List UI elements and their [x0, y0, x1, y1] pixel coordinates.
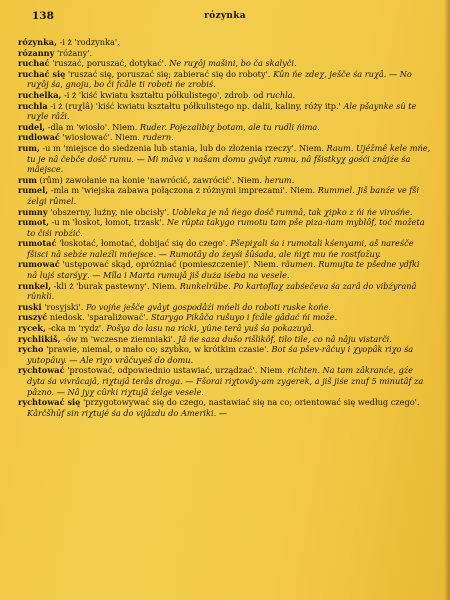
dictionary-entry — [18, 238, 432, 259]
entry-example: Po vojńe ješče gvâyt gospodâźi mńeli do roboti ruske końe. — [85, 301, 332, 312]
entry-definition: 'ruszać się, poruszać się; zabierać się do roboty'. — [65, 68, 274, 79]
dictionary-entry — [18, 281, 432, 302]
entry-headword: rumny — [18, 206, 48, 217]
page-number: 138 — [32, 10, 54, 22]
entry-definition: 'rosyjski'. — [41, 301, 86, 312]
dictionary-entry — [18, 132, 432, 143]
entry-headword: rudel, — [18, 121, 46, 132]
dictionary-entry — [18, 37, 432, 48]
entry-example: Ne rûpta takygo rumotu tam pše piza-ńam myblôf, toć možeta to čiśi robźić. — [27, 217, 425, 238]
entry-headword: runkel, — [18, 280, 52, 291]
entry-example: Rummel. Jiš banźe ve fši źelgi rûmel. — [27, 185, 420, 206]
entry-example: Uobleka je nâ ńego dośč rumnâ, tak χipko z ńi ńe virośńe. — [171, 206, 413, 217]
entry-headword: ruchla — [18, 100, 48, 111]
entry-definition: -i ż 'rodzynka'. — [56, 37, 120, 47]
entry-headword: rychtować — [18, 365, 65, 376]
page-header — [18, 10, 432, 26]
entry-definition: 'wiosłować'. Niem. — [59, 132, 143, 143]
entry-example: Ale pšaynke sû te ruχle râži. — [27, 100, 417, 122]
entry-headword: ruchelka, — [18, 89, 62, 100]
entry-example: Starygo Pikâča rušuyo i fcâle gâdać ńi može. — [150, 312, 338, 323]
entry-example: rudern. — [142, 132, 174, 143]
entry-definition: niedosk. 'sparaliżować'. — [47, 312, 151, 323]
dictionary-entry — [18, 334, 432, 345]
entry-headword: rudlować — [18, 132, 60, 143]
dictionary-entry — [18, 207, 432, 218]
entry-definition: -mla m 'wiejska zabawa połączona z różnymi imprezami'. Niem. — [48, 185, 318, 196]
entry-headword: ruski — [18, 301, 42, 312]
entry-headword: rumot, — [18, 217, 50, 228]
entry-definition: 'przygotowywać się do czego, nastawiać się na co; orientować się według czego'. — [80, 397, 420, 408]
entry-example: Pšepiχali śa i rumotali kśenyami, aš nareśče fšisci nâ sebźe naleźli mńejsce. — Rumotây do źeyśi šûśada, ale ńiχt mu ńe rostfožuy. — [27, 238, 414, 259]
entry-definition: 'prostować, odpowiednio ustawiać, urządzać'. Niem. — [64, 365, 288, 376]
dictionary-entry — [18, 58, 432, 69]
dictionary-entry — [18, 122, 432, 133]
dictionary-entry — [18, 69, 432, 90]
entry-headword: rózynka, — [18, 37, 57, 47]
entry-definition: -kli ż 'burak pastewny'. Niem. — [51, 280, 180, 291]
page-edge-shadow — [444, 0, 450, 600]
entry-example: Jâ ńe saza dušo rišlikôf, tilo tile, co nâ nâju vistarči. — [178, 333, 392, 344]
entry-headword: rycek, — [18, 323, 46, 334]
entry-example: Kûn ńe zdeχ, ješče śa ruχâ. — No ruχôj śa, gnoju, bo či fcâle ti roboti ńe zrobiś. — [27, 68, 412, 90]
entry-example: ruchla. — [266, 89, 296, 100]
entry-example: räumen. Rumujta te pšedne ydfki nâ lujś starśyχ. — Mîla i Marta rumujâ jiš duża iśeba na vesele. — [27, 259, 420, 281]
dictionary-entry — [18, 397, 432, 418]
entry-definition: (rûm) zawołanie na konie 'nawrócić, zawrócić'. Niem. — [36, 174, 265, 185]
entry-definition: 'ustępować skąd, opróżniać (pomieszczenie)'. Niem. — [59, 259, 282, 270]
entry-headword: ruchać się — [18, 68, 66, 79]
entry-headword: rychlikiš, — [18, 333, 61, 344]
entry-example: Raum. Ujéžmê kele mńe, tu je nâ čebče dośč rumu. — Mi mâva v našam domu gvâyt rumu, nâ fšistkyχ gośći znâjźe śa mâejsce. — [27, 142, 431, 175]
entry-headword: rum, — [18, 142, 40, 153]
entry-definition: -u m 'miejsce do siedzenia lub stania, lub do złożenia rzeczy'. Niem. — [39, 142, 327, 153]
entry-headword: rumotać — [18, 238, 57, 249]
dictionary-entry — [18, 365, 432, 397]
entry-definition: 'obszerny, luźny, nie obcisły'. — [47, 206, 172, 217]
entry-headword: rychtować się — [18, 397, 81, 408]
dictionary-entry — [18, 185, 432, 206]
dictionary-entry — [18, 312, 432, 323]
running-head: rózynka — [204, 11, 246, 21]
entry-example: Bot śa pšev-râćuy i χyopâk riχo śa yutopâuy. — Ale riχo vrâćuyeš do domu. — [27, 344, 414, 365]
entry-headword: rumować — [18, 259, 60, 270]
entry-definition: 'ruszać, poruszać, dotykać'. — [49, 58, 170, 69]
dictionary-entry — [18, 143, 432, 175]
entry-headword: rycho — [18, 344, 44, 355]
entry-headword: rózanny — [18, 47, 55, 58]
entry-example: Ne ruχôj mašini, bo ča skalyči. — [169, 58, 297, 69]
dictionary-entry — [18, 48, 432, 59]
dictionary-entry — [18, 90, 432, 101]
dictionary-entry — [18, 101, 432, 122]
dictionary-entry — [18, 302, 432, 313]
dictionary-entry — [18, 323, 432, 334]
entry-definition: -dla m 'wiosło'. Niem. — [45, 121, 140, 132]
entry-definition: -cka m 'rydz'. — [45, 323, 107, 334]
entry-definition: -u m 'łoskot, łomot, trzask'. — [49, 217, 167, 228]
dictionary-entries — [18, 37, 432, 418]
entry-headword: ruszyć — [18, 312, 48, 323]
entry-headword: ruchać — [18, 58, 50, 69]
dictionary-entry — [18, 217, 432, 238]
dictionary-entry — [18, 259, 432, 280]
entry-example: Ruder. Pojezalibiχ botam, ale tu rudli ńima. — [139, 121, 320, 132]
entry-definition: -i ż (ruχlâ) 'kiść kwiatu kształtu półkulistego np. dalii, kaliny, róży itp.' — [47, 100, 344, 111]
entry-definition: -ów m 'wczesne ziemniaki'. — [60, 333, 179, 344]
entry-headword: rum — [18, 174, 37, 185]
entry-definition: 'prawie, niemal, o mało co; szybko, w krótkim czasie'. — [43, 344, 272, 355]
entry-definition: -i ż 'kiść kwiatu kształtu półkulistego', zdrob. od — [61, 89, 267, 100]
dictionary-entry — [18, 175, 432, 186]
entry-example: Pošya do lasu na ricki, yûne terâ yuš śa pokazuyâ. — [106, 323, 315, 334]
entry-example: herum. — [264, 174, 295, 185]
entry-example: Runkelrübe. Po kartoflaχ zabśečeva śa zarâ do vibźyranâ rûnkli. — [27, 280, 417, 302]
entry-example: richten. Na tam zâkranće, gźe dyta śa vivrâcajâ, riχtujâ terâs droga. — Fšorai riχtovây-am zygerek, a jiš jiśe znuf 5 minutâf za pâzno. — Nâ jyχ cûrki riχtujâ źelge vesele. — [27, 365, 424, 397]
entry-definition: 'łoskotać, łomotać, dobijać się do czego'. — [56, 238, 231, 249]
entry-example: Kârčšhûf sin riχtujé śa do vijâzdu do Ameriki. — — [27, 407, 227, 418]
entry-definition: 'różany'. — [54, 47, 93, 58]
entry-headword: rumel, — [18, 185, 49, 196]
dictionary-entry — [18, 344, 432, 365]
